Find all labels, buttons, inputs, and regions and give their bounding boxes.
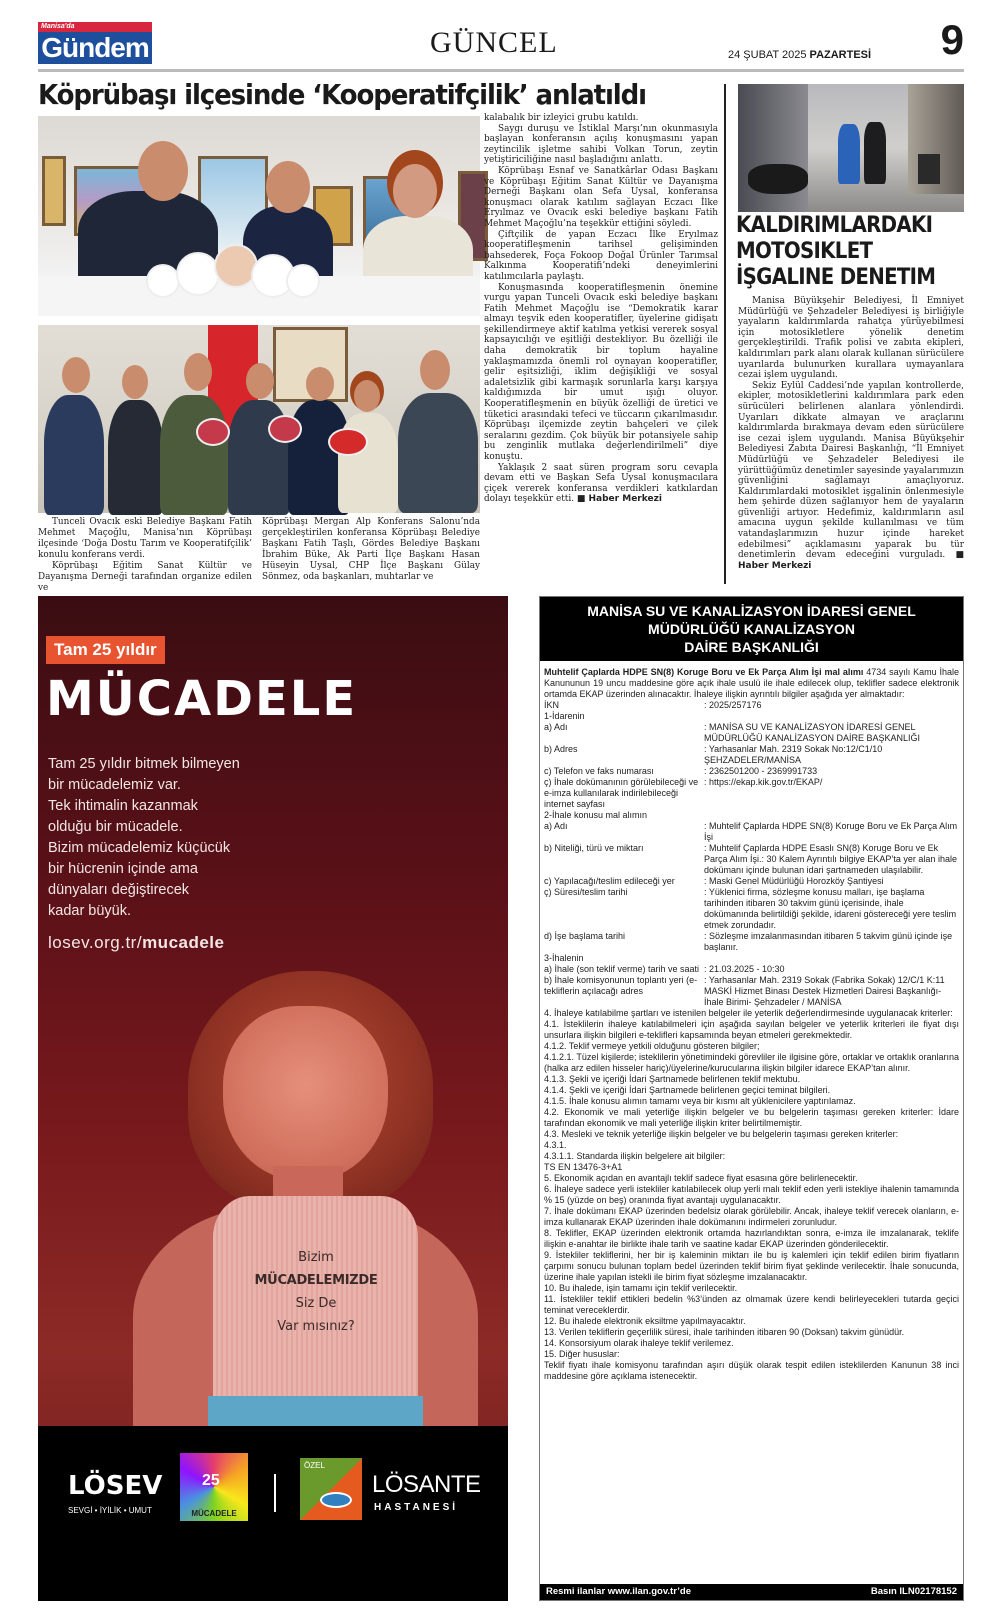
caption-paragraph: Köprübaşı Eğitim Sanat Kültür ve Dayanışma Derneği tarafından organize edilen ve	[38, 561, 252, 593]
losante-badge-text: ÖZEL	[304, 1461, 325, 1470]
flower	[178, 254, 218, 294]
notice-field-row	[544, 975, 959, 1008]
notice-item: 10. Bu ihalede, işin tamamı için teklif verilecektir.	[544, 1283, 738, 1293]
person-head	[306, 367, 334, 401]
notice-item: 4.1.5. İhale konusu alımın tamamı veya bir kısmı alt yüklenicilere yaptırılamaz.	[544, 1096, 856, 1106]
notice-header-line: MANİSA SU VE KANALİZASYON İDARESİ GENEL	[587, 603, 916, 619]
notice-item: 6. İhaleye sadece yerli istekliler katılabilecek olup yerli malı teklif eden yerli istekliye ihalenin tamamında % 15 (yüzde on beş) oranında fiyat avantajı uygulanacaktır.	[544, 1184, 959, 1205]
ad-badge: Tam 25 yıldır	[46, 636, 165, 664]
person-head	[62, 357, 90, 393]
paragraph-text: Yaklaşık 2 saat süren program soru cevapla devam etti ve Başkan Sefa Uysal konuşmacılara çiçek vererek konferansa verdikleri katkılardan dolayı teşekkür etti.	[484, 462, 718, 505]
notice-item: 15. Diğer hususlar:	[544, 1349, 620, 1359]
speaker-head	[138, 141, 188, 201]
field-value: : MANİSA SU VE KANALİZASYON İDARESİ GENEL MÜDÜRLÜĞÜ KANALİZASYON DAİRE BAŞKANLIĞI	[704, 722, 921, 743]
notice-field-row	[544, 931, 959, 953]
caption-paragraph: Köprübaşı Mergan Alp Konferans Salonu’nda gerçekleştirilen konferansa Köprübaşı Belediye Başkanı Fatih Taşlı, Gördes Belediye Başkanı İbrahim Büke, Ak Parti İlçe Başkanı Hasan Hüseyin Uysal, CHP İlçe Başkanı Gülay Sönmez, oda başkanları, muhtarlar ve	[262, 517, 480, 582]
notice-item: TS EN 13476-3+A1	[544, 1162, 623, 1172]
side-headline: KALDIRIMLARDAKI MOTOSIKLET İŞGALINE DENETIM	[736, 213, 936, 290]
weekday-text: PAZARTESİ	[809, 49, 872, 61]
field-value: : Maski Genel Müdürlüğü Horozköy Şantiyesi	[704, 876, 884, 886]
ad-line: dünyaları değiştirecek	[48, 882, 190, 898]
url-prefix: losev.org.tr/	[48, 933, 143, 952]
logo-main-text: Gündem	[38, 32, 152, 64]
field-label: a) İhale (son teklif verme) tarih ve saati	[544, 964, 700, 974]
logo-divider	[274, 1474, 276, 1512]
page-number: 9	[940, 16, 964, 63]
masthead-divider	[38, 69, 964, 72]
person-head	[354, 380, 380, 412]
notice-field-row	[544, 766, 959, 777]
notice-field-row	[544, 843, 959, 876]
ad-url-link[interactable]	[48, 932, 225, 954]
notice-item: Teklif fiyatı ihale komisyonu tarafından aşırı düşük olarak tespit edilen isteklilerden Kanunun 38 inci maddesine göre açıklama istenecektir.	[544, 1360, 959, 1381]
paragraph	[738, 381, 964, 572]
person-head	[266, 161, 310, 213]
notice-item: 4.1.2.1. Tüzel kişilerde; isteklilerin yönetimindeki görevliler ile ilgisine göre, ortaklar ve ortaklık oranlarına (halka arz edilen hisseler hariç)/üyelerine/kurucularına ilişkin bilgiler idarece EKAP’tan alınır.	[544, 1052, 959, 1073]
notice-header-line: MÜDÜRLÜĞÜ KANALİZASYON	[648, 621, 855, 637]
painting	[42, 156, 66, 226]
notice-item: 4.1.4. Şekli ve içeriği İdari Şartnamede belirlenen geçici teminat bilgileri.	[544, 1085, 831, 1095]
field-label: 2-İhale konusu mal alımın	[544, 810, 648, 820]
person	[398, 393, 478, 513]
notice-field-row	[544, 711, 959, 722]
losante-logo-icon	[300, 1458, 362, 1520]
field-value: : https://ekap.kik.gov.tr/EKAP/	[704, 777, 823, 787]
bouquet	[198, 420, 228, 444]
footer-left: Resmi ilanlar www.ilan.gov.tr’de	[546, 1586, 692, 1597]
paragraph: kalabalık bir izleyici grubu katıldı.	[484, 113, 639, 123]
photo-caption-right	[262, 517, 480, 583]
notice-header-line: DAİRE BAŞKANLIĞI	[684, 639, 819, 655]
person-head	[122, 365, 148, 399]
notice-item: 4.3. Mesleki ve teknik yeterliğe ilişkin belgeler ve bu belgelerin taşıması gereken kriterler:	[544, 1129, 899, 1139]
logo-oval	[320, 1492, 352, 1508]
bouquet	[330, 430, 366, 454]
byline: ■ Haber Merkezi	[738, 550, 964, 571]
field-label: c) Yapılacağı/teslim edileceği yer	[544, 876, 675, 886]
notice-field-row	[544, 821, 959, 843]
shirt-line: Bizim	[298, 1250, 334, 1265]
person	[338, 413, 398, 513]
ad-line: kadar büyük.	[48, 903, 132, 919]
caption-paragraph: Tunceli Ovacık eski Belediye Başkanı Fatih Mehmet Maçoğlu, Manisa’nın Köprübaşı ilçesinde ‘Doğa Dostu Tarım ve Kooperatifçilik’ konulu konferans verdi.	[38, 517, 252, 560]
notice-item: 4.1.3. Şekli ve içeriği İdari Şartnamede belirlenen teklif mektubu.	[544, 1074, 801, 1084]
child-face	[223, 1006, 388, 1181]
main-article-body	[484, 113, 718, 581]
paragraph: Saygı duruşu ve İstiklal Marşı’nın okunmasıyla başlayan konferansın açılış konuşmasını yapan zeytincilik işletme sahibi Volkan Torun, zeytin yetiştiriciliğine nasıl başladığını anlattı.	[484, 123, 718, 166]
notice-field-row	[544, 777, 959, 810]
notice-field-row	[544, 887, 959, 931]
losev-tagline: SEVGİ • İYİLİK • UMUT	[68, 1506, 152, 1515]
conference-panel-photo	[38, 116, 480, 316]
field-value	[704, 711, 959, 722]
paragraph: Manisa Büyükşehir Belediyesi, İl Emniyet Müdürlüğü ve Şehzadeler Belediyesi iş birliğiyle yayaların kaldırımlarda rahatça yürüyebilmesi için motosikletlere yönelik denetim gerçekleştirildi. Trafik polisi ve zabıta ekipleri, kaldırımları park alanı olarak kullanan sürücülere uyarılarda bulunurken kurallara uymayanlara cezai işlem uygulandı.	[738, 296, 964, 381]
notice-item: 14. Konsorsiyum olarak ihaleye teklif verilemez.	[544, 1338, 734, 1348]
scooter	[918, 154, 940, 184]
notice-item: 4. İhaleye katılabilme şartları ve istenilen belgeler ile yeterlik değerlendirmesinde uygulanacak kriterler:	[544, 1008, 953, 1018]
field-value: : Muhtelif Çaplarda HDPE Esaslı SN(8) Koruge Boru ve Ek Parça Alım İşi.: 30 Kalem Ayrıntılı bilgiye EKAP’ta yer alan ihale dokümanı içinde bulunan idari şartnameden ulaşılabilir.	[704, 843, 957, 875]
paragraph: Konuşmasında kooperatifleşmenin önemine vurgu yapan Tunceli Ovacık eski belediye başkanı Fatih Mehmet Maçoğlu ise “Demokratik karar almayı teşvik eden kooperatifler, üyelerine gidişatı şekillendirmeye aktif katılma yetkisi vererek sosyal kapsayıcılığı ve eşitliği destekliyor. Bu özelliği ile daha demokratik bir toplum hayaline yaklaşmamızda önemli rol oynayan kooperatifler, gelir eşitsizliği, iklim değişikliği ve sosyal adaletsizlik gibi karmaşık sorunlarla karşı karşıya kaldığımızda bir umut ışığı oluyor. Kooperatifleşmenin en büyük özelliği de üretici ve tüketici arasındaki tefeci ve tüccarın çıkarılmasıdır. Köprübaşı ilçemizde zeytin bahçeleri ve çilek seralarını gezdim. Çok büyük bir potansiyele sahip bu zenginlik mutlaka değerlendirilmeli” diye konuştu.	[484, 282, 718, 462]
notice-item: 4.1.2. Teklif vermeye yetkili olduğunu gösteren bilgiler;	[544, 1041, 760, 1051]
notice-field-row	[544, 810, 959, 821]
losev-25-year-badge-icon	[180, 1453, 248, 1521]
field-value: : Muhtelif Çaplarda HDPE SN(8) Koruge Boru ve Ek Parça Alım İşi	[704, 821, 958, 842]
notice-item: 4.1. İsteklilerin ihaleye katılabilmeleri için aşağıda sayılan belgeler ve yeterlik kriterleri ile fiyat dışı unsurlara ilişkin bilgileri e-teklifleri kapsamında beyan etmeleri gerekmektedir.	[544, 1019, 959, 1040]
side-article-body	[738, 296, 964, 584]
notice-body	[544, 667, 959, 1580]
field-value: : Sözleşme imzalanmasından itibaren 5 takvim günü içinde işe başlanır.	[704, 931, 953, 952]
person	[160, 395, 228, 515]
notice-item: 5. Ekonomik açıdan en avantajlı teklif sadece fiyat esasına göre belirlenecektir.	[544, 1173, 858, 1183]
photo-caption-left	[38, 517, 252, 593]
person	[864, 122, 886, 184]
person-head	[184, 353, 212, 391]
flower	[288, 266, 318, 296]
shirt-line: MÜCADELEMIZDE	[254, 1273, 378, 1288]
field-label: 3-İhalenin	[544, 953, 584, 963]
ad-line: bir mücadelemiz var.	[48, 777, 181, 793]
motorcycle-street-photo	[738, 84, 964, 212]
notice-intro	[544, 667, 959, 700]
motorcycle	[748, 164, 808, 194]
notice-item: 9. İstekliler tekliflerini, her bir iş kaleminin miktarı ile bu iş kalemleri için teklif edilen birim fiyatların çarpımı sonucu bulunan toplam bedel üzerinden teklif birim fiyat şeklinde verilecektir. İhale sonucunda, üzerine ihale yapılan istekli ile birim fiyat sözleşme imzalanacaktır.	[544, 1250, 959, 1282]
field-label: b) Adres	[544, 744, 578, 754]
notice-field-row	[544, 722, 959, 744]
intro-bold: Muhtelif Çaplarda HDPE SN(8) Koruge Boru ve Ek Parça Alım İşi mal alımı	[544, 667, 864, 677]
field-value: : 2025/257176	[704, 700, 762, 710]
badge-number: 25	[202, 1472, 220, 1489]
shirt-line: Siz De	[295, 1296, 337, 1311]
field-label: ç) Süresi/teslim tarihi	[544, 887, 628, 897]
person-head	[420, 350, 450, 390]
flower	[148, 266, 178, 296]
losante-name: LÖSANTE	[372, 1471, 481, 1498]
issue-date	[728, 48, 871, 62]
column-divider	[724, 84, 726, 584]
paragraph-text: Sekiz Eylül Caddesi’nde yapılan kontrollerde, ekipler, motosikletlerini kaldırımlara park eden sürücüleri belirlenen alanlara yönlendirdi. Uyarıları dikkate almayan ve araçlarını kaldırımlarda bırakmaya devam eden sürücülere ise cezai işlem uygulandı. Manisa Büyükşehir Belediyesi Zabıta Dairesi Başkanlığı, “İl Emniyet Müdürlüğü ve Şehzadeler Belediyesi ile yürüttüğümüz denetimler sayesinde yayalarımızın güvenliğini sağlamayı amaçlıyoruz. Kaldırımlardaki motosiklet işgalinin önlenmesiyle hem şehirde düzen sağlanıyor hem de yayaların güvenliği artıyor. Hedefimiz, kaldırımların asıl amacına uygun şekilde kullanılması ve tüm vatandaşlarımızın huzur içinde hareket edebilmesi” açıklamasını yaparak bu tür denetimlerin devam edeceğini vurguladı.	[738, 380, 964, 561]
notice-item: 4.2. Ekonomik ve mali yeterliğe ilişkin belgeler ve bu belgelerin taşıması gereken kriterler: İdare tarafından ekonomik ve mali yeterliğe ilişkin kriter belirtilmemiştir.	[544, 1107, 959, 1128]
field-label: b) Niteliği, türü ve miktarı	[544, 843, 644, 853]
paragraph: Çiftçilik de yapan Eczacı İlke Eryılmaz kooperatifleşmenin tarihsel gelişiminden bahsederek, Foça Fokoop Doğal Ürünler Tarımsal Kalkınma Kooperatifi’ndeki deneyimlerini katılımcılarla paylaştı.	[484, 229, 718, 282]
notice-footer	[540, 1584, 963, 1600]
ad-line: Bizim mücadelemiz küçücük	[48, 840, 231, 856]
notice-field-row	[544, 953, 959, 964]
field-label: ç) İhale dokümanının görülebileceği ve e-imza kullanılarak indirilebileceği internet sayfası	[544, 777, 699, 809]
notice-item: 4.3.1.1. Standarda ilişkin belgelere ait bilgiler:	[544, 1151, 726, 1161]
person	[44, 395, 104, 515]
notice-item: 11. İstekliler teklif ettikleri bedelin %3’ünden az olmamak üzere kendi belirleyecekleri tutarda geçici teminat vereceklerdir.	[544, 1294, 959, 1315]
badge-label: MÜCADELE	[191, 1509, 237, 1518]
paragraph	[484, 463, 718, 505]
person-head	[246, 363, 274, 399]
ad-line: Tam 25 yıldır bitmek bilmeyen	[48, 756, 240, 772]
ad-line: bir hücrenin içinde ama	[48, 861, 198, 877]
field-value: : Yarhasanlar Mah. 2319 Sokak (Fabrika Sokak) 12/C/1 K:11 MASKİ Hizmet Binası Destek Hizmetleri Dairesi Başkanlığı- İhale Birimi- Şehzadeler / MANİSA	[704, 975, 945, 1007]
shirt-line: Var mısınız?	[277, 1319, 355, 1334]
footer-right: Basın ILN02178152	[870, 1586, 957, 1597]
field-label: İKN	[544, 700, 560, 710]
section-title: GÜNCEL	[430, 26, 558, 59]
person	[108, 400, 163, 515]
notice-field-row	[544, 744, 959, 766]
ad-body	[48, 754, 308, 922]
group-photo	[38, 325, 480, 513]
flower	[253, 256, 293, 296]
field-value: : 21.03.2025 - 10:30	[704, 964, 785, 974]
field-value	[704, 953, 959, 964]
notice-item: 13. Verilen tekliflerin geçerlilik süresi, ihale tarihinden itibaren 90 (Doksan) takvim günüdür.	[544, 1327, 905, 1337]
notice-item: 8. Teklifler, EKAP üzerinden elektronik ortamda hazırlandıktan sonra, e-imza ile imzalanarak, teklife ilişkin e-anahtar ile birlikte ihale tarih ve saatine kadar EKAP üzerinden gönderilecektir.	[544, 1228, 959, 1249]
losev-logo-text: LÖSEV	[68, 1471, 163, 1501]
date-text: 24 ŞUBAT 2025	[728, 49, 807, 61]
field-label: d) İşe başlama tarihi	[544, 931, 626, 941]
tender-notice	[539, 596, 964, 1601]
field-value: : Yarhasanlar Mah. 2319 Sokak No:12/C1/10 ŞEHZADELER/MANİSA	[704, 744, 883, 765]
notice-field-row	[544, 700, 959, 711]
person-head	[393, 164, 437, 218]
notice-item: 12. Bu ihalede elektronik eksiltme yapılmayacaktır.	[544, 1316, 746, 1326]
paragraph: Köprübaşı Esnaf ve Sanatkârlar Odası Başkanı ve Köprübaşı Eğitim Sanat Kültür ve Dayanışma Derneği Başkanı olan Sefa Uysal, konferansa konuşmacı olarak katılım sağlayan Eczacı İlke Eryılmaz ve Ovacık eski belediye başkanı Fatih Mehmet Maçoğlu’na teşekkür ettiğini söyledi.	[484, 165, 718, 229]
field-label: b) İhale komisyonunun toplantı yeri (e-tekliflerin açılacağı adres	[544, 975, 698, 996]
losev-advertisement[interactable]	[38, 596, 508, 1601]
masthead	[38, 16, 964, 68]
field-value	[704, 810, 959, 821]
notice-header	[540, 597, 963, 661]
field-label: 1-İdarenin	[544, 711, 585, 721]
flower	[216, 246, 256, 286]
ad-footer	[38, 1426, 508, 1601]
notice-items	[544, 1008, 959, 1382]
field-label: a) Adı	[544, 821, 568, 831]
main-headline: Köprübaşı ilçesinde ‘Kooperatifçilik’ anlatıldı	[38, 78, 646, 111]
notice-item: 7. İhale dokümanı EKAP üzerinden bedelsiz olarak görülebilir. Ancak, ihaleye teklif verecek olanların, e-imza kullanarak EKAP üzerinden ihale dokümanını indirmeleri zorunludur.	[544, 1206, 959, 1227]
bouquet	[270, 417, 300, 441]
logo-small-text: Manisa'da	[41, 23, 75, 30]
field-label: c) Telefon ve faks numarası	[544, 766, 654, 776]
url-path: mucadele	[142, 933, 225, 952]
field-label: a) Adı	[544, 722, 568, 732]
officer	[838, 124, 860, 184]
notice-field-row	[544, 876, 959, 887]
field-value: : Yüklenici firma, sözleşme konusu malları, işe başlama tarihinden itibaren 30 takvim günü içerisinde, ihale dokümanında belirtildiği şekilde, idareni göstereceği yere teslim etmek zorundadır.	[704, 887, 957, 930]
ad-line: olduğu bir mücadele.	[48, 819, 183, 835]
field-value: : 2362501200 - 2369991733	[704, 766, 818, 776]
shirt-slogan	[221, 1246, 411, 1338]
ad-title: MÜCADELE	[46, 671, 358, 727]
child-shorts	[208, 1396, 423, 1426]
byline: ■ Haber Merkezi	[576, 494, 662, 505]
ad-line: Tek ihtimalin kazanmak	[48, 798, 198, 814]
losante-subtitle: HASTANESİ	[374, 1502, 459, 1513]
notice-field-row	[544, 964, 959, 975]
notice-fields	[544, 700, 959, 1008]
newspaper-logo[interactable]	[38, 22, 152, 64]
intro-text: 4734 sayılı Kamu İhale Kanununun 19 uncu maddesine göre açık ihale usulü ile ihale edilecek olup, teklifler sadece elektronik ortamda EKAP üzerinden alınacaktır. İhaleye ilişkin ayrıntılı bilgiler aşağıda yer almaktadır:	[544, 667, 959, 699]
notice-item: 4.3.1.	[544, 1140, 567, 1150]
